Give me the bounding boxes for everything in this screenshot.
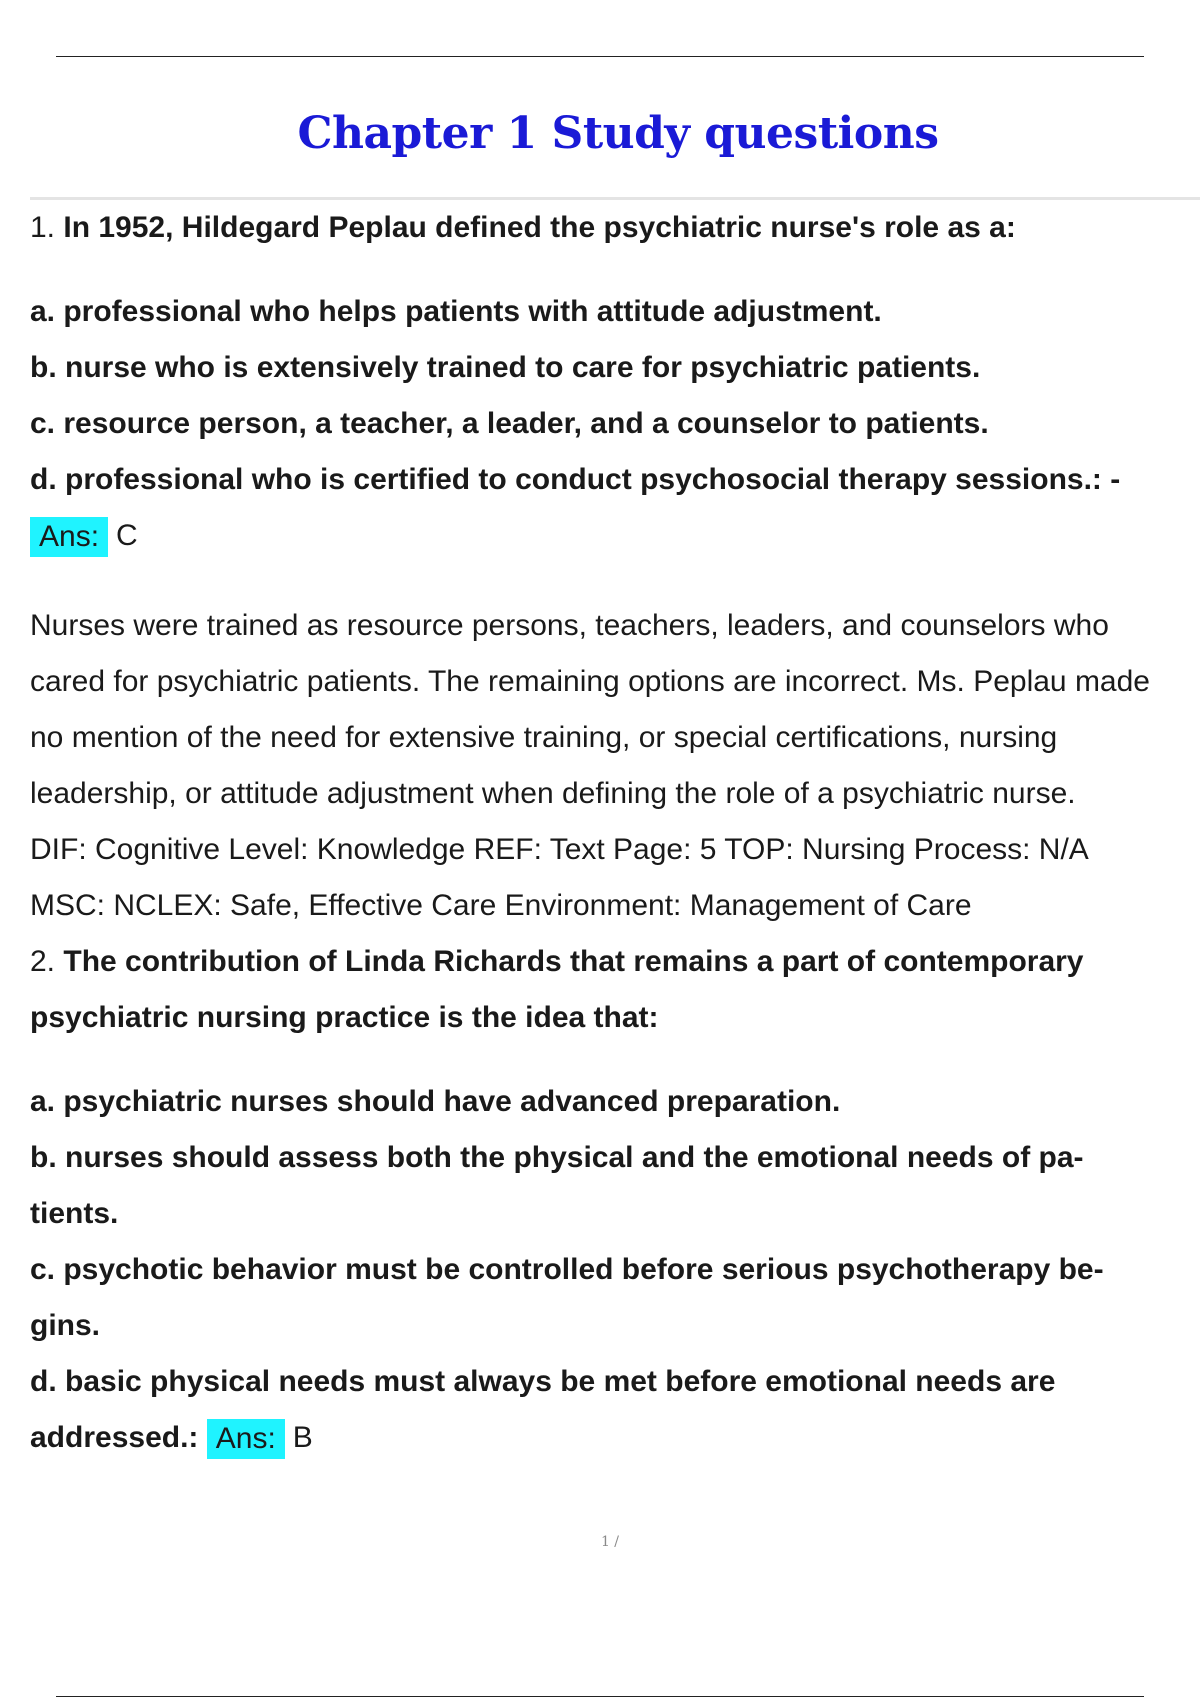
question-2-option-c-cont: gins. xyxy=(30,1309,101,1342)
rationale-line: no mention of the need for extensive training, or special certifications, nursing xyxy=(30,721,1058,754)
page-title: Chapter 1 Study questions xyxy=(297,108,939,159)
question-2-option-d-end: addressed.: xyxy=(30,1421,199,1454)
document-body xyxy=(30,200,1200,1466)
question-2-option-c: c. psychotic behavior must be controlled before serious psychotherapy be- xyxy=(30,1253,1104,1286)
question-1-answer xyxy=(30,508,1200,564)
question-2-option-b: b. nurses should assess both the physical and the emotional needs of pa- xyxy=(30,1141,1084,1174)
top-rule xyxy=(56,56,1144,57)
rationale-line: cared for psychiatric patients. The remaining options are incorrect. Ms. Peplau made xyxy=(30,665,1150,698)
question-1-text: In 1952, Hildegard Peplau defined the psychiatric nurse's role as a: xyxy=(63,211,1016,244)
question-1-option-d: d. professional who is certified to conduct psychosocial therapy sessions.: - xyxy=(30,463,1121,496)
answer-value: C xyxy=(116,519,138,552)
question-2-option-a: a. psychiatric nurses should have advanced preparation. xyxy=(30,1085,841,1118)
bottom-rule xyxy=(56,1696,1144,1697)
answer-label: Ans: xyxy=(30,517,108,557)
question-2-text: The contribution of Linda Richards that remains a part of contemporary xyxy=(63,945,1084,978)
question-1-option-a: a. professional who helps patients with attitude adjustment. xyxy=(30,295,882,328)
answer-label: Ans: xyxy=(207,1419,285,1459)
question-1 xyxy=(30,200,1200,256)
page-number: 1 / xyxy=(600,1534,620,1550)
question-2-text-cont: psychiatric nursing practice is the idea that: xyxy=(30,1001,659,1034)
rationale-line: Nurses were trained as resource persons, teachers, leaders, and counselors who xyxy=(30,609,1109,642)
metadata-line: DIF: Cognitive Level: Knowledge REF: Text Page: 5 TOP: Nursing Process: N/A xyxy=(30,833,1089,866)
question-2-option-b-cont: tients. xyxy=(30,1197,119,1230)
answer-value: B xyxy=(292,1421,313,1454)
question-2-option-d: d. basic physical needs must always be met before emotional needs are xyxy=(30,1365,1056,1398)
rationale-line: leadership, or attitude adjustment when defining the role of a psychiatric nurse. xyxy=(30,777,1076,810)
question-2-option-d-cont xyxy=(30,1410,1200,1466)
question-2-number: 2. xyxy=(30,945,56,978)
question-1-option-c: c. resource person, a teacher, a leader, and a counselor to patients. xyxy=(30,407,989,440)
question-1-option-b: b. nurse who is extensively trained to care for psychiatric patients. xyxy=(30,351,981,384)
question-2 xyxy=(30,934,1200,990)
question-1-number: 1. xyxy=(30,211,56,244)
metadata-line: MSC: NCLEX: Safe, Effective Care Environment: Management of Care xyxy=(30,889,972,922)
